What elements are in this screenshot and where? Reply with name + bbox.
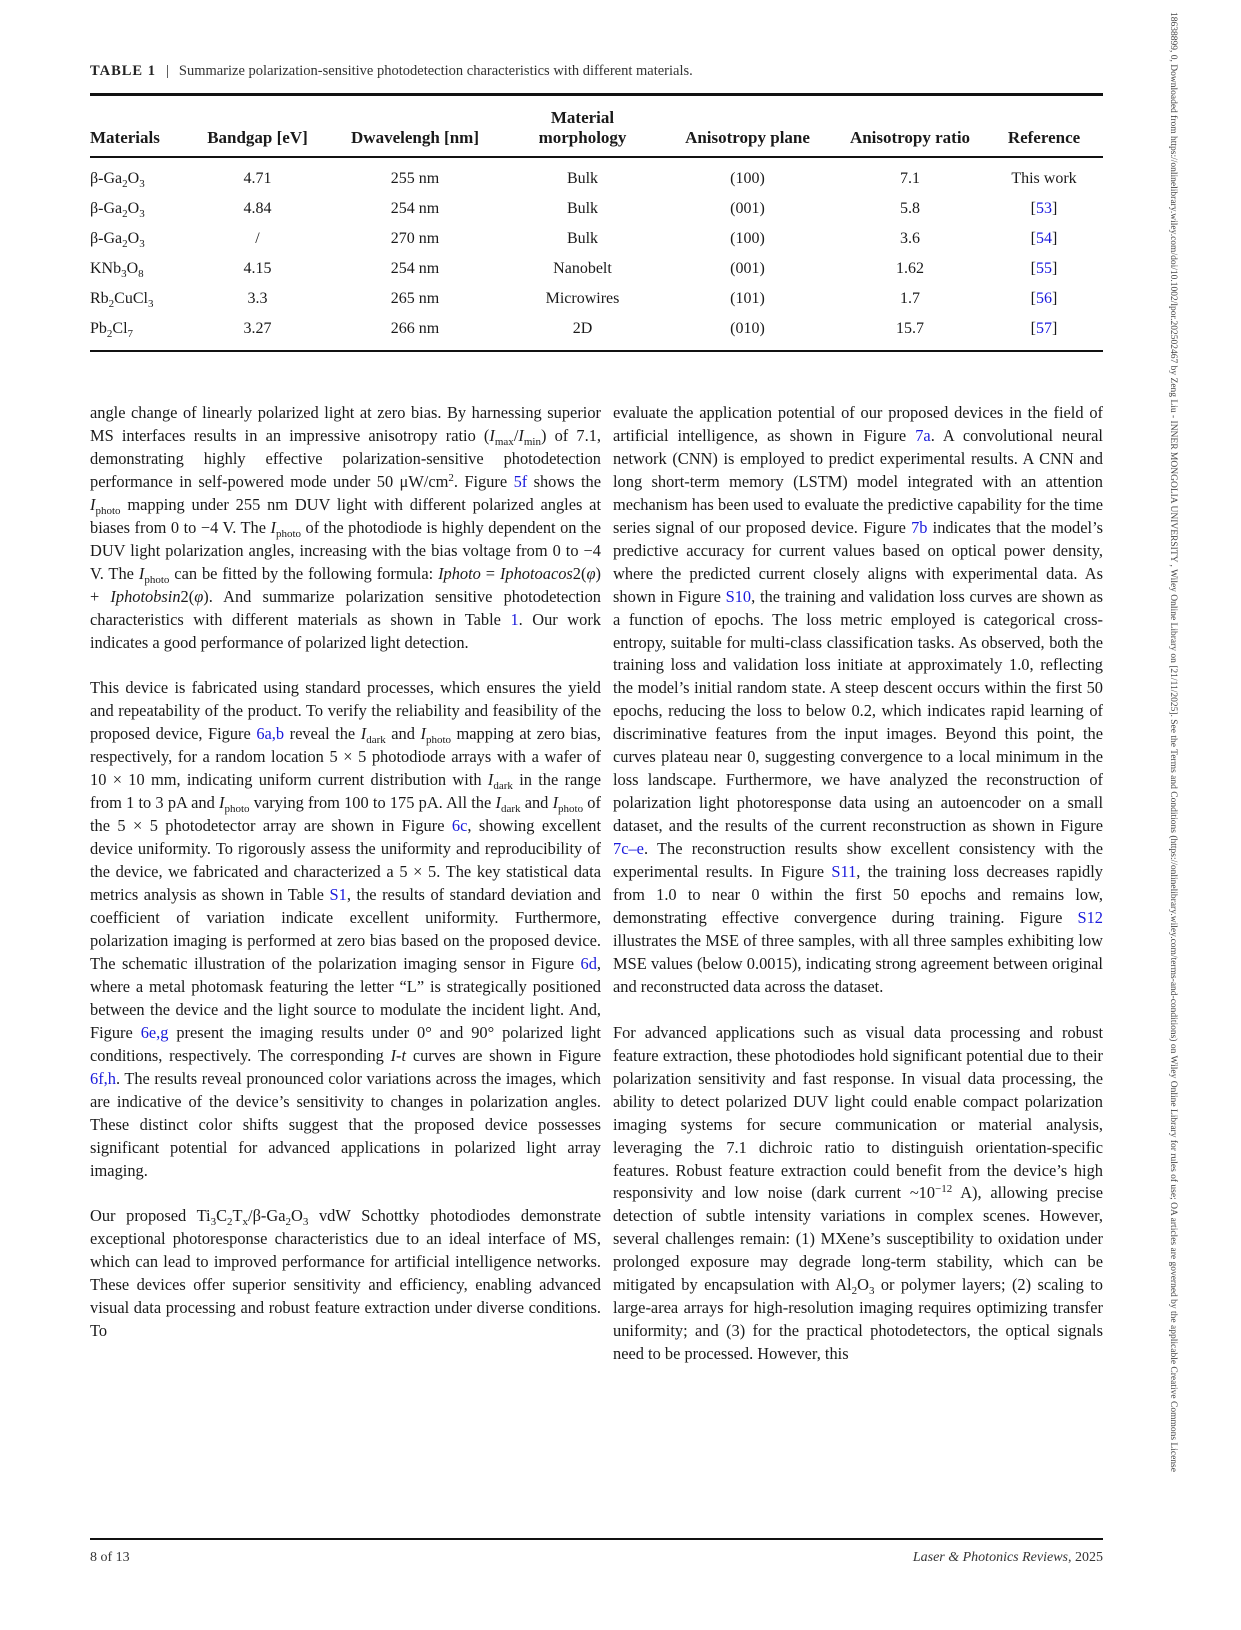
- header-anisotropy-ratio: Anisotropy ratio: [849, 128, 971, 147]
- reference-link[interactable]: 53: [1036, 200, 1052, 217]
- cell-reference: [57]: [1030, 320, 1058, 337]
- table-row: [90, 254, 1103, 284]
- cell-wavelength: 254 nm: [390, 260, 440, 277]
- figure-reference-link[interactable]: S12: [1077, 907, 1103, 927]
- footer-rule: [90, 1538, 1103, 1540]
- download-side-note: [1158, 0, 1176, 1630]
- materials-comparison-table: [90, 93, 1103, 352]
- paragraph: This device is fabricated using standard processes, which ensures the yield and repeatability of the product. To verify the reliability and feasibility of the proposed device, Figure 6a,b reveal the $I_{dark}$ and $I_{photo}$ mapping at zero bias, respectively, for a random location 5 × 5 photodiode arrays with a wafer of 10 × 10 mm, indicating uniform current distribution with $I_{dark}$ in the range from 1 to 3 pA and $I_{photo}$ varying from 100 to 175 pA. All the $I_{dark}$ and $I_{photo}$ of the 5 × 5 photodetector array are shown in Figure 6c, showing excellent device uniformity. To rigorously assess the uniformity and reproducibility of the device, we fabricated and characterized a 5 × 5. The key statistical data metrics analysis as shown in Table S1, the results of standard deviation and coefficient of variation indicate excellent uniformity. Furthermore, polarization imaging is performed at zero bias based on the proposed device. The schematic illustration of the polarization imaging sensor in Figure 6d, where a metal photomask featuring the letter “L” is strategically positioned between the device and the light source to modulate the incident light. And, Figure 6e,g present the imaging results under 0° and 90° polarized light conditions, respectively. The corresponding I-t curves are shown in Figure 6f,h. The results reveal pronounced color variations across the images, which are indicative of the device’s sensitivity to changes in polarization angles. These distinct color shifts suggest that the proposed device possesses significant potential for advanced applications in polarized light array imaging.: [90, 678, 601, 1180]
- cell-reference: [56]: [1030, 290, 1058, 307]
- figure-reference-link[interactable]: 7b: [911, 517, 928, 537]
- figure-reference-link[interactable]: 5f: [513, 471, 528, 491]
- table-caption-text: Summarize polarization-sensitive photodetection characteristics with different materials.: [178, 63, 693, 79]
- cell-wavelength: 265 nm: [390, 290, 440, 307]
- figure-reference-link[interactable]: 6e,g: [140, 1022, 169, 1042]
- journal-title: Laser & Photonics Reviews: [912, 1550, 1068, 1565]
- cell-material: $\beta-Ga_2O_3$: [90, 200, 145, 220]
- paragraph: angle change of linearly polarized light at zero bias. By harnessing superior MS interfaces results in an impressive anisotropy ratio $(I_{max}/I_{min})$ of 7.1, demonstrating highly effective polarization-sensitive photodetection performance in self-powered mode under 50 $\mu W/cm^2$. Figure 5f shows the $I_{photo}$ mapping under 255 nm DUV light with different polarized angles at biases from 0 to −4 V. The $I_{photo}$ of the photodiode is highly dependent on the DUV light polarization angles, increasing with the bias voltage from 0 to −4 V. The $I_{photo}$ can be fitted by the following formula: Iphoto = Iphotoacos2(φ) + Iphotobsin2(φ). And summarize polarization sensitive photodetection characteristics with different materials as shown in Table 1. Our work indicates a good performance of polarized light detection.: [90, 403, 601, 652]
- header-morphology-line1: Material: [550, 108, 615, 127]
- table-row: [90, 224, 1103, 254]
- table-header-row: [90, 95, 1103, 158]
- table-caption: [90, 63, 693, 80]
- cell-morphology: Bulk: [566, 230, 599, 247]
- cell-anisotropy-plane: (100): [730, 170, 765, 187]
- left-column: [90, 402, 601, 1366]
- header-morphology-line2: morphology: [538, 128, 627, 147]
- side-note-text: 18638899, 0, Downloaded from https://onlinelibrary.wiley.com/doi/10.1002/lpor.202502467 by Zeng Liu - INNER MONGOLIA UNIVERSITY , Wiley Online Library on [21/11/2025]. See the Terms and Conditions (https://onlinelibrary.wiley.com/terms-and-conditions) on Wiley Online Library for rules of use; OA articles are governed by the applicable Creative Commons License: [1168, 12, 1178, 1472]
- figure-reference-link[interactable]: 6d: [580, 953, 597, 973]
- cell-material: $KNb_3O_8$: [90, 260, 144, 280]
- header-reference: Reference: [1007, 128, 1081, 147]
- cell-bandgap: 3.3: [247, 290, 268, 307]
- cell-reference: [54]: [1030, 230, 1058, 247]
- cell-wavelength: 255 nm: [390, 170, 440, 187]
- header-wavelength: Dwavelengh [nm]: [351, 128, 479, 147]
- figure-reference-link[interactable]: 7a: [915, 425, 931, 445]
- cell-reference: [55]: [1030, 260, 1058, 277]
- figure-reference-link[interactable]: 6a,b: [256, 724, 285, 744]
- cell-morphology: Bulk: [566, 200, 599, 217]
- cell-anisotropy-plane: (100): [730, 230, 765, 247]
- table-row: [90, 314, 1103, 351]
- figure-reference-link[interactable]: 6c: [451, 816, 468, 836]
- cell-anisotropy-ratio: 5.8: [900, 200, 920, 217]
- reference-link[interactable]: 55: [1036, 260, 1052, 277]
- cell-material: $Rb_2CuCl_3$: [90, 290, 154, 310]
- cell-wavelength: 266 nm: [390, 320, 440, 337]
- header-anisotropy-plane: Anisotropy plane: [685, 128, 810, 147]
- cell-reference: [53]: [1030, 200, 1058, 217]
- cell-morphology: Nanobelt: [553, 260, 612, 277]
- header-morphology: [505, 95, 660, 158]
- cell-bandgap: 4.71: [243, 170, 272, 187]
- cell-bandgap: /: [255, 230, 260, 247]
- cell-morphology: 2D: [572, 320, 593, 337]
- header-materials: Materials: [90, 128, 160, 147]
- cell-material: $Pb_2Cl_7$: [90, 320, 134, 340]
- cell-bandgap: 4.15: [243, 260, 272, 277]
- cell-bandgap: 3.27: [243, 320, 272, 337]
- figure-reference-link[interactable]: 7c–e: [613, 839, 644, 859]
- cell-anisotropy-plane: (101): [730, 290, 765, 307]
- header-bandgap: Bandgap [eV]: [207, 128, 308, 147]
- cell-morphology: Bulk: [566, 170, 599, 187]
- reference-link[interactable]: 56: [1036, 290, 1052, 307]
- cell-material: $\beta-Ga_2O_3$: [90, 230, 145, 250]
- cell-reference: This work: [1011, 170, 1077, 187]
- table-row: [90, 157, 1103, 194]
- figure-reference-link[interactable]: S1: [329, 885, 347, 905]
- figure-reference-link[interactable]: 1: [510, 609, 519, 629]
- journal-year: , 2025: [1068, 1550, 1103, 1565]
- reference-link[interactable]: 54: [1036, 230, 1052, 247]
- cell-anisotropy-ratio: 7.1: [900, 170, 920, 187]
- caption-separator: |: [165, 63, 169, 79]
- cell-wavelength: 254 nm: [390, 200, 440, 217]
- cell-anisotropy-ratio: 1.62: [896, 260, 924, 277]
- figure-reference-link[interactable]: S11: [831, 862, 857, 882]
- cell-wavelength: 270 nm: [390, 230, 440, 247]
- cell-bandgap: 4.84: [243, 200, 272, 217]
- cell-anisotropy-plane: (001): [730, 200, 765, 217]
- figure-reference-link[interactable]: 6f,h: [90, 1068, 116, 1088]
- cell-morphology: Microwires: [545, 290, 620, 307]
- cell-material: $\beta-Ga_2O_3$: [90, 170, 145, 190]
- page-number: 8 of 13: [90, 1550, 130, 1565]
- cell-anisotropy-ratio: 15.7: [896, 320, 924, 337]
- cell-anisotropy-ratio: 3.6: [900, 230, 920, 247]
- paragraph: Our proposed $Ti_3C_2T_x/\beta-Ga_2O_3$ vdW Schottky photodiodes demonstrate exceptional photoresponse characteristics due to an ideal interface of MS, which can lead to improved performance for artificial intelligence networks. These devices offer superior sensitivity and efficiency, enabling advanced visual data processing and robust feature extraction under diverse conditions. To: [90, 1206, 602, 1341]
- paragraph: evaluate the application potential of our proposed devices in the field of artificial intelligence, as shown in Figure 7a. A convolutional neural network (CNN) is employed to predict experimental results. A CNN and long short-term memory (LSTM) model integrated with an attention mechanism has been used to evaluate the predictive capability for the time series signal of our proposed device. Figure 7b indicates that the model’s predictive accuracy for current values based on optical power density, where the predicted current closely aligns with experimental data. As shown in Figure S10, the training and validation loss curves are shown as a function of epochs. The loss metric employed is categorical cross-entropy, suitable for multi-class classification tasks. As observed, both the training loss and validation loss initiate at approximately 1.0, reflecting the model’s initial random state. A steep descent occurs within the first 50 epochs, reducing the loss to below 0.2, which indicates rapid learning of discriminative features from the input images. Beyond this point, the curves plateau near 0, suggesting convergence to a local minimum in the loss landscape. Furthermore, we have analyzed the reconstruction of polarization light photoresponse data using an autoencoder on a small dataset, and the results of the current reconstruction as shown in Figure 7c–e. The reconstruction results show excellent consistency with the experimental results. In Figure S11, the training loss decreases rapidly from 1.0 to near 0 within the first 50 epochs and remains low, demonstrating effective convergence during training. Figure S12 illustrates the MSE of three samples, with all three samples exhibiting low MSE values (below 0.0015), indicating strong agreement between original and reconstructed data across the dataset.: [613, 403, 1103, 996]
- cell-anisotropy-ratio: 1.7: [900, 290, 920, 307]
- table-row: [90, 194, 1103, 224]
- table-row: [90, 284, 1103, 314]
- right-column: [613, 402, 1103, 1389]
- table-label: TABLE 1: [90, 63, 156, 79]
- cell-anisotropy-plane: (001): [730, 260, 765, 277]
- journal-name: [913, 1550, 1103, 1566]
- cell-anisotropy-plane: (010): [730, 320, 765, 337]
- figure-reference-link[interactable]: S10: [725, 586, 752, 606]
- paragraph: For advanced applications such as visual data processing and robust feature extraction, these photodiodes hold significant potential due to their polarization sensitivity and fast response. In visual data processing, the ability to detect polarized DUV light could enable compact polarization imaging systems for secure communication or material analysis, leveraging the 7.1 dichroic ratio to distinguish orientation-specific features. Robust feature extraction could benefit from the device’s high responsivity and low noise (dark current $\sim 10^{-12}$ A), allowing precise detection of subtle intensity variations in complex scenes. However, several challenges remain: (1) MXene’s susceptibility to oxidation under prolonged exposure may degrade long-term stability, which can be mitigated by encapsulation with $Al_2O_3$ or polymer layers; (2) scaling to large-area arrays for high-resolution imaging requires optimizing transfer uniformity; and (3) for the practical photodetectors, the optical signals need to be processed. However, this: [613, 1022, 1104, 1364]
- reference-link[interactable]: 57: [1036, 320, 1052, 337]
